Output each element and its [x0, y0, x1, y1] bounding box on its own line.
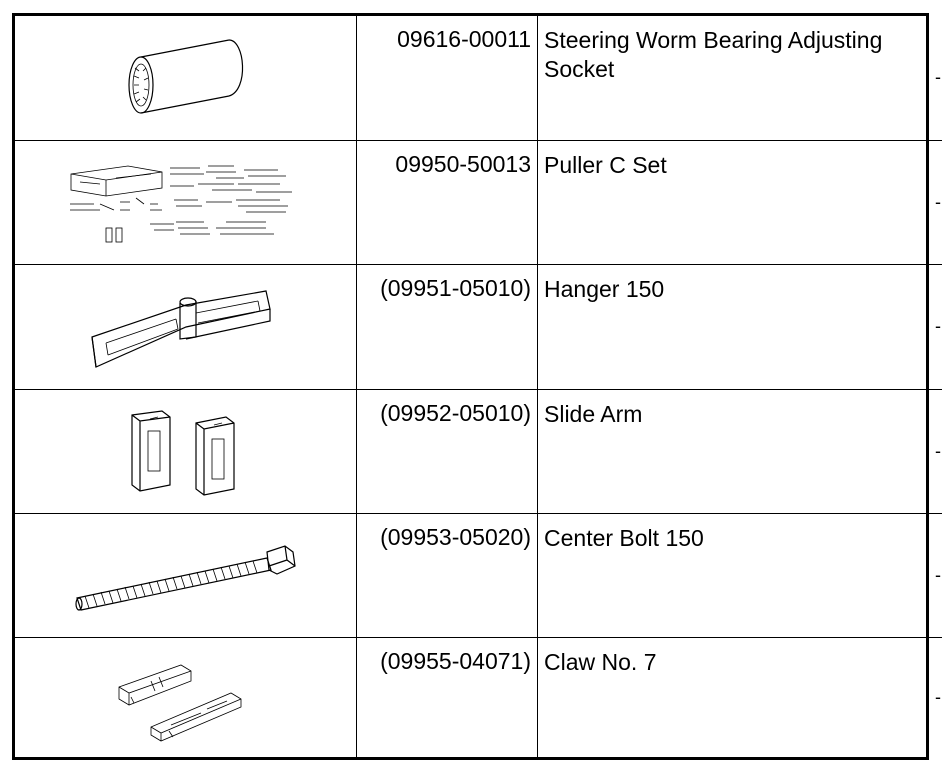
tool-name: Center Bolt 150: [544, 524, 704, 551]
remark-mark: -: [935, 316, 941, 336]
tool-name: Slide Arm: [544, 400, 643, 427]
remark-mark: -: [935, 686, 941, 707]
slide-arm-icon: [126, 403, 246, 499]
remark-cell: [929, 637, 942, 757]
tool-name-cell: [538, 513, 929, 637]
table-row: [15, 389, 942, 513]
remark-mark: -: [935, 191, 941, 212]
part-number: (09953-05020): [380, 523, 531, 550]
part-number-cell: [357, 389, 538, 513]
tool-name-cell: [538, 16, 929, 140]
tool-illustration-cell: [15, 637, 357, 757]
part-number: 09616-00011: [397, 26, 531, 52]
socket-icon: [111, 28, 261, 128]
tool-illustration-cell: [15, 264, 357, 389]
part-number-cell: [357, 513, 538, 637]
remark-cell: [929, 389, 942, 513]
part-number-cell: [357, 16, 538, 140]
center-bolt-icon: [71, 530, 301, 620]
table-row: [15, 16, 942, 140]
part-number-cell: [357, 637, 538, 757]
part-number: (09952-05010): [380, 399, 531, 426]
tool-illustration-cell: [15, 513, 357, 637]
remark-mark: -: [935, 67, 941, 88]
table-row: [15, 140, 942, 264]
hanger-icon: [86, 277, 286, 377]
tool-name-cell: [538, 389, 929, 513]
tool-illustration-cell: [15, 140, 357, 264]
tool-name-cell: [538, 140, 929, 264]
part-number: 09950-50013: [395, 150, 531, 177]
table-row: [15, 264, 942, 389]
puller-set-icon: [66, 152, 306, 252]
remark-cell: [929, 140, 942, 264]
tool-name-cell: [538, 637, 929, 757]
table-row: [15, 513, 942, 637]
part-number: (09951-05010): [380, 274, 531, 301]
part-number-cell: [357, 264, 538, 389]
remark-mark: -: [935, 564, 941, 585]
table-row: [15, 637, 942, 757]
part-number-cell: [357, 140, 538, 264]
tool-name-cell: [538, 264, 929, 389]
tool-illustration-cell: [15, 16, 357, 140]
remark-cell: [929, 264, 942, 389]
remark-cell: [929, 513, 942, 637]
part-number: (09955-04071): [380, 647, 531, 674]
special-tools-sheet: [12, 13, 941, 760]
claw-icon: [111, 647, 261, 747]
special-tools-table: [15, 16, 942, 757]
tool-illustration-cell: [15, 389, 357, 513]
remark-cell: [929, 16, 942, 140]
tool-name: Steering Worm Bearing Adjusting Socket: [544, 27, 883, 82]
tool-name: Hanger 150: [544, 275, 665, 302]
tool-name: Puller C Set: [544, 151, 667, 178]
remark-mark: -: [935, 440, 941, 461]
tool-name: Claw No. 7: [544, 648, 657, 675]
